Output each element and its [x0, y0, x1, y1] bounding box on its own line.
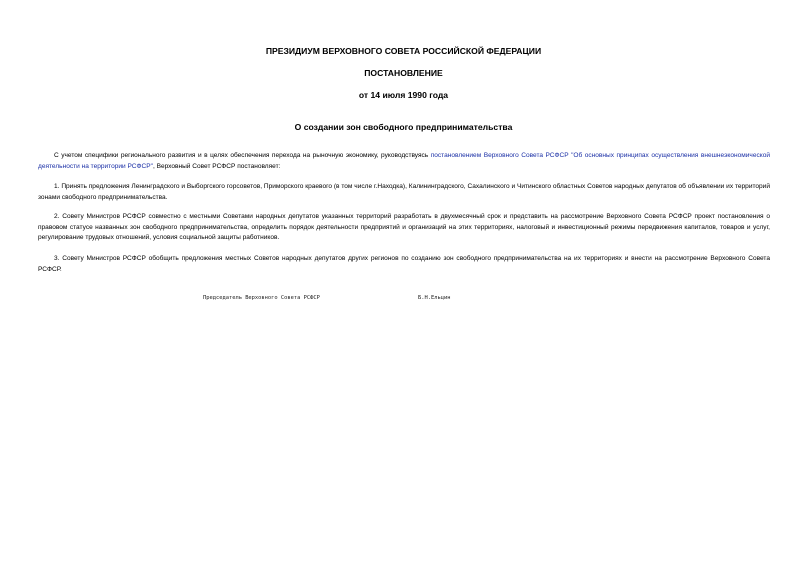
document-title: О создании зон свободного предпринимательства: [294, 122, 513, 132]
clause-2: 2. Совету Министров РСФСР совместно с местными Советами народных депутатов указанных территорий разработать в двухмесячный срок и представить на рассмотрение Верховного Совета РСФСР проект постановления о правовом статусе названных зон свободного предпринимательства, определить порядок деятельности предприятий и организаций на этих территориях, налоговый и инвестиционный режимы передвижения капиталов, товаров и услуг, регулирование трудовых отношений, условия социальной защиты работников.: [38, 213, 770, 241]
clause-3: 3. Совету Министров РСФСР обобщить предложения местных Советов народных депутатов других регионов по созданию зон свободного предпринимательства на их территориях и внести на рассмотрение Верховного Совета РСФСР.: [38, 255, 770, 273]
preamble-text-after: , Верховный Совет РСФСР постановляет:: [152, 162, 281, 170]
referenced-decree-link[interactable]: постановлением Верховного Совета РСФСР "Об основных принципах осуществления внешнеэкономической деятельности на территории РСФСР": [38, 152, 770, 170]
preamble-text-before: С учетом специфики регионального развития и в целях обеспечения перехода на рыночную экономику, руководствуясь: [54, 152, 431, 159]
document-date: от 14 июля 1990 года: [358, 90, 449, 100]
clause-1: 1. Принять предложения Ленинградского и Выборгского горсоветов, Приморского краевого (в том числе г.Находка), Калининградского, Сахалинского и Читинского областных Советов народных депутатов об объявлении их территорий зонами свободного предпринимательства.: [38, 183, 770, 201]
signatory-name: Б.Н.Ельцин: [418, 295, 451, 301]
preamble-paragraph: [38, 151, 770, 172]
signatory-role: Председатель Верховного Совета РСФСР: [203, 295, 320, 301]
document-type: ПОСТАНОВЛЕНИЕ: [364, 68, 443, 78]
issuing-authority: ПРЕЗИДИУМ ВЕРХОВНОГО СОВЕТА РОССИЙСКОЙ ФЕДЕРАЦИИ: [265, 46, 542, 56]
